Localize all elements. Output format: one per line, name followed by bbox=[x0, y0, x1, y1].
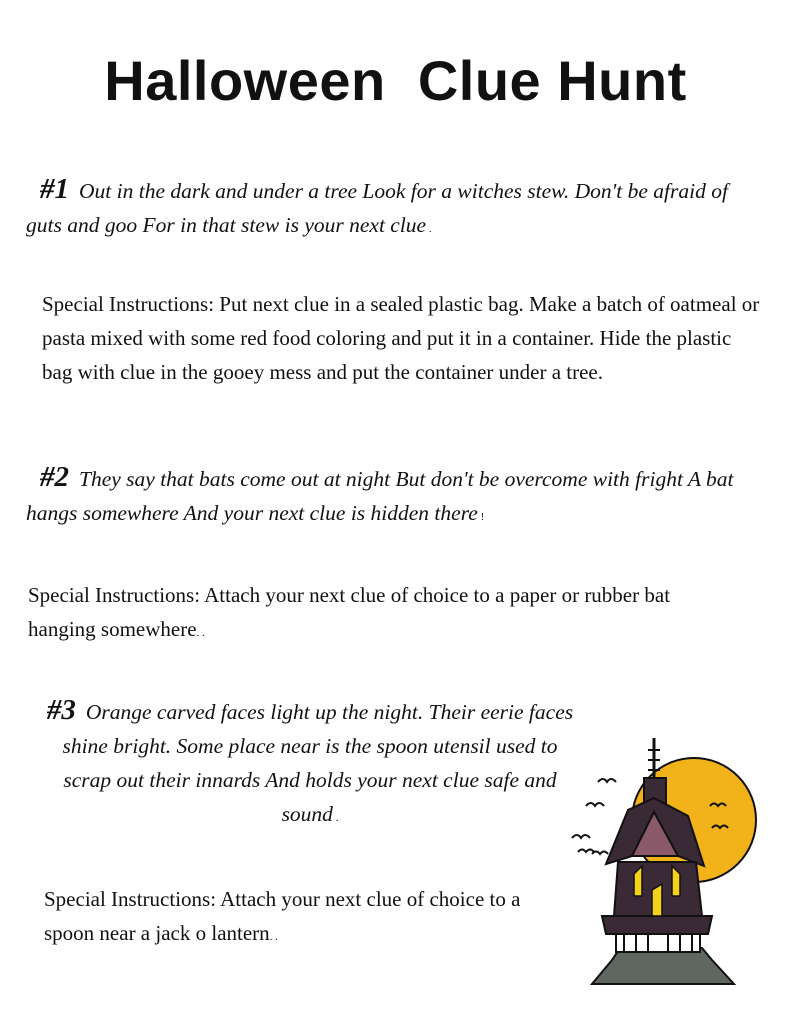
haunted-house-icon bbox=[562, 738, 767, 990]
clue-end-mark: ! bbox=[477, 511, 485, 523]
clue-number: #1 bbox=[40, 173, 69, 205]
clue-number: #2 bbox=[40, 461, 69, 493]
clue-2 bbox=[26, 460, 766, 534]
ground bbox=[592, 948, 734, 984]
instructions-end-mark: . . bbox=[196, 627, 205, 639]
clue-text: Out in the dark and under a tree Look for a witches stew. Don't be afraid of guts and goo For in that stew is your next clue bbox=[26, 179, 728, 237]
instructions-text: Special Instructions: Put next clue in a sealed plastic bag. Make a batch of oatmeal or pasta mixed with some red food coloring and put it in a container. Hide the plastic bag with clue in the gooey mess and put the container under a tree. bbox=[42, 292, 760, 384]
clue-end-mark: . bbox=[426, 223, 432, 235]
special-instructions-2 bbox=[28, 578, 728, 650]
page-title: Halloween Clue Hunt bbox=[104, 49, 687, 112]
clue-3 bbox=[40, 693, 580, 835]
special-instructions-1 bbox=[42, 287, 762, 393]
clue-text: Orange carved faces light up the night. Their eerie faces shine bright. Some place near is the spoon utensil used to scrap out their innards And holds your next clue safe and sound bbox=[62, 700, 574, 826]
instructions-end-mark: . . bbox=[269, 931, 278, 943]
clue-number: #3 bbox=[46, 694, 76, 726]
clue-text: They say that bats come out at night But don't be overcome with fright A bat hangs somewhere And your next clue is hidden there bbox=[26, 467, 734, 525]
instructions-text: Special Instructions: Attach your next clue of choice to a spoon near a jack o lantern bbox=[44, 887, 521, 945]
instructions-text: Special Instructions: Attach your next clue of choice to a paper or rubber bat hanging somewhere bbox=[28, 583, 671, 641]
clue-end-mark: . bbox=[332, 812, 339, 824]
clue-1 bbox=[26, 172, 766, 246]
special-instructions-3 bbox=[44, 882, 544, 954]
